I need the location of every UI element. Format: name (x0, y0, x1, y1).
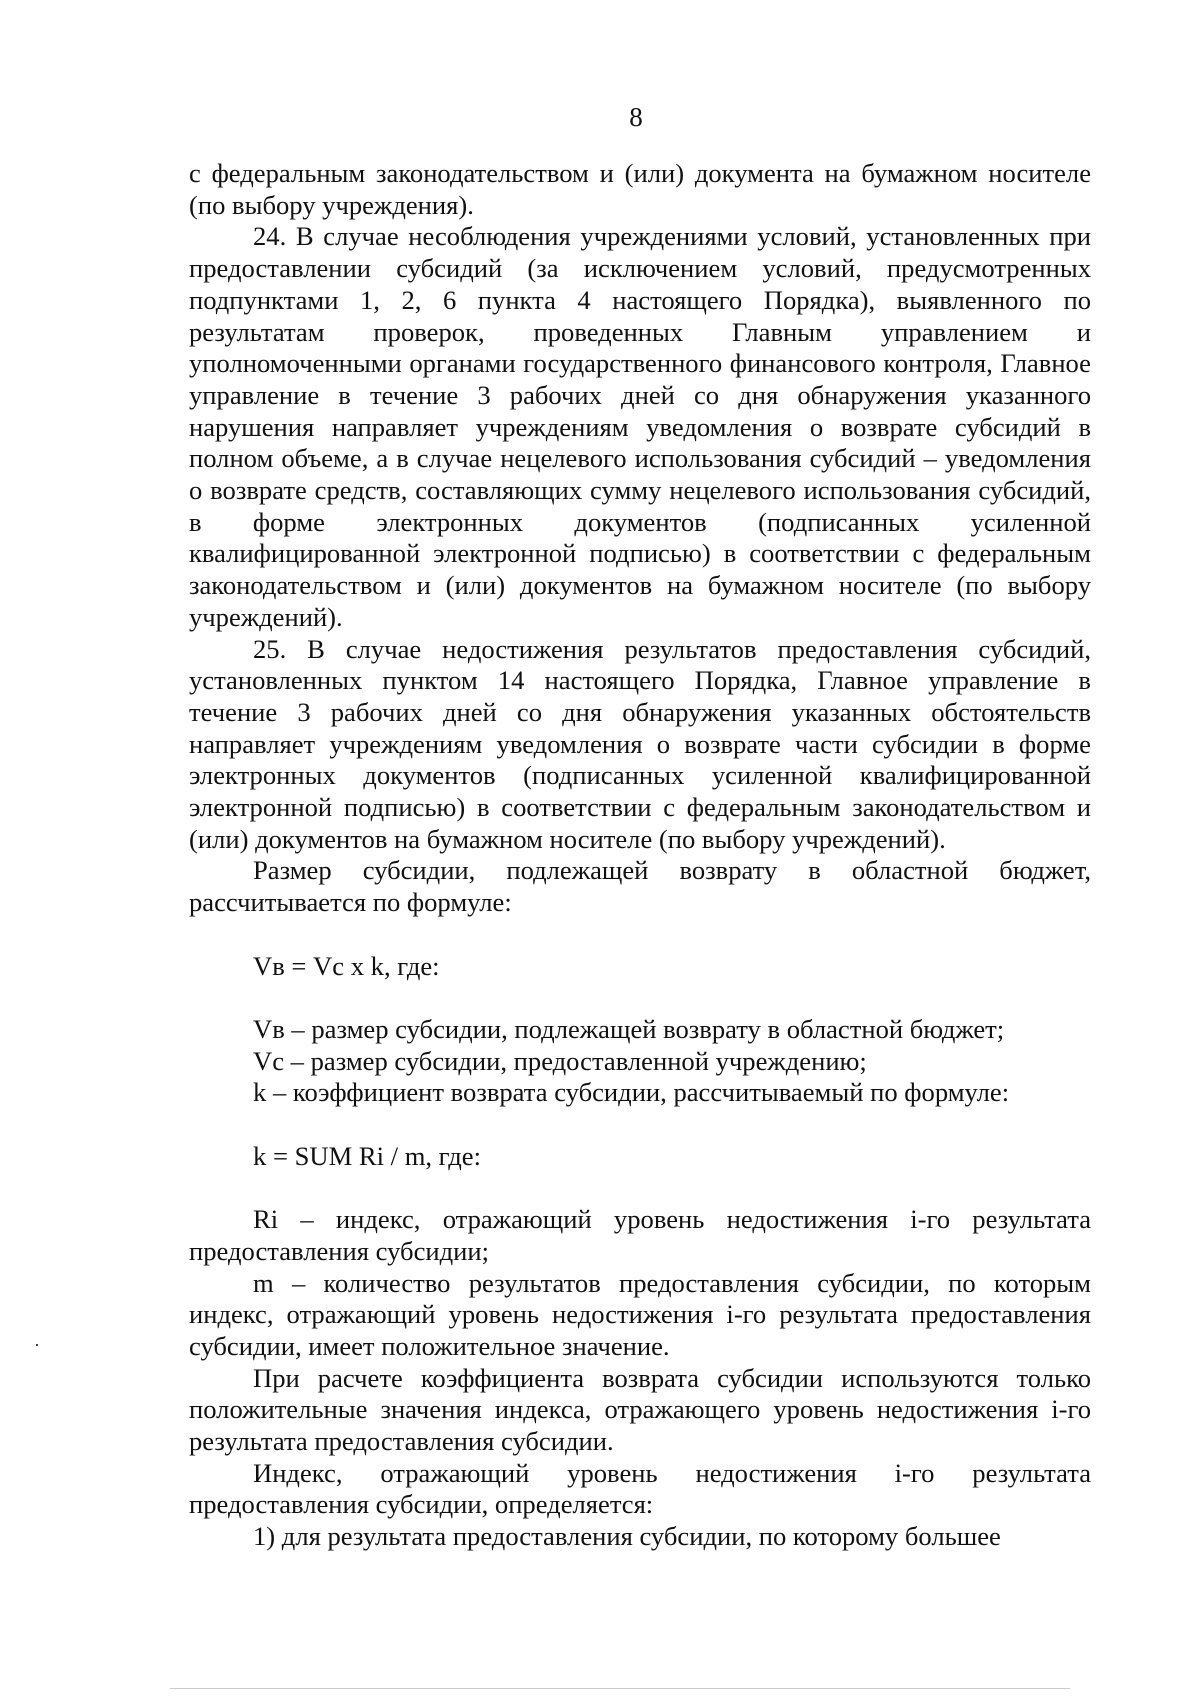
list-item-1: 1) для результата предоставления субсидии, по которому большее (253, 1521, 1001, 1552)
paragraph-size-intro: Размер субсидии, подлежащей возврату в областной бюджет, рассчитывается по формуле: (189, 855, 1091, 918)
scan-artifact-dot (36, 1344, 38, 1346)
spacer (189, 919, 1091, 951)
paragraph-continuation: с федеральным законодательством и (или) документа на бумажном носителе (по выбору учреждения). (189, 158, 1091, 220)
definition-ri: Ri – индекс, отражающий уровень недостижения i-го результата предоставления субсидии; (189, 1204, 1091, 1266)
paragraph-25: 25. В случае недостижения результатов предоставления субсидий, установленных пунктом 14 настоящего Порядка, Главное управление в течение 3 рабочих дней со дня обнаружения указанных обстоятельств направляет учреждениям уведомления о возврате части субсидии в форме электронных документов (подписанных усиленной квалифицированной электронной подписью) в соответствии с федеральным законодательством и (или) документов на бумажном носителе (по выбору учреждений). (189, 633, 1091, 854)
formula-vv: Vв = Vс x k, где: (253, 950, 440, 981)
formula-k: k = SUM Ri / m, где: (253, 1140, 481, 1171)
definition-vv: Vв – размер субсидии, подлежащей возврату в областной бюджет; (253, 1013, 1005, 1044)
definition-k: k – коэффициент возврата субсидии, рассчитываемый по формуле: (253, 1077, 1010, 1108)
spacer (189, 1109, 1091, 1141)
paragraph-calc-note: При расчете коэффициента возврата субсидии используются только положительные значения индекса, отражающего уровень недостижения i-го результата предоставления субсидии. (189, 1362, 1091, 1457)
document-body (189, 158, 1091, 1553)
definition-m: m – количество результатов предоставления субсидии, по которым индекс, отражающий уровень недостижения i-го результата предоставления субсидии, имеет положительное значение. (189, 1267, 1091, 1361)
definition-vc: Vс – размер субсидии, предоставленной учреждению; (253, 1045, 867, 1076)
spacer (189, 1172, 1091, 1204)
spacer (189, 982, 1091, 1014)
page-number: 8 (629, 102, 643, 132)
scan-artifact-line (170, 1688, 1070, 1689)
paragraph-index-intro: Индекс, отражающий уровень недостижения i-го результата предоставления субсидии, определяется: (189, 1457, 1091, 1520)
paragraph-24: 24. В случае несоблюдения учреждениями условий, установленных при предоставлении субсидий (за исключением условий, предусмотренных подпунктами 1, 2, 6 пункта 4 настоящего Порядка), выявленного по результатам проверок, проведенных Главным управлением и уполномоченными органами государственного финансового контроля, Главное управление в течение 3 рабочих дней со дня обнаружения указанного нарушения направляет учреждениям уведомления о возврате субсидий в полном объеме, а в случае нецелевого использования субсидий – уведомления о возврате средств, составляющих сумму нецелевого использования субсидий, в форме электронных документов (подписанных усиленной квалифицированной электронной подписью) в соответствии с федеральным законодательством и (или) документов на бумажном носителе (по выбору учреждений). (189, 221, 1091, 632)
